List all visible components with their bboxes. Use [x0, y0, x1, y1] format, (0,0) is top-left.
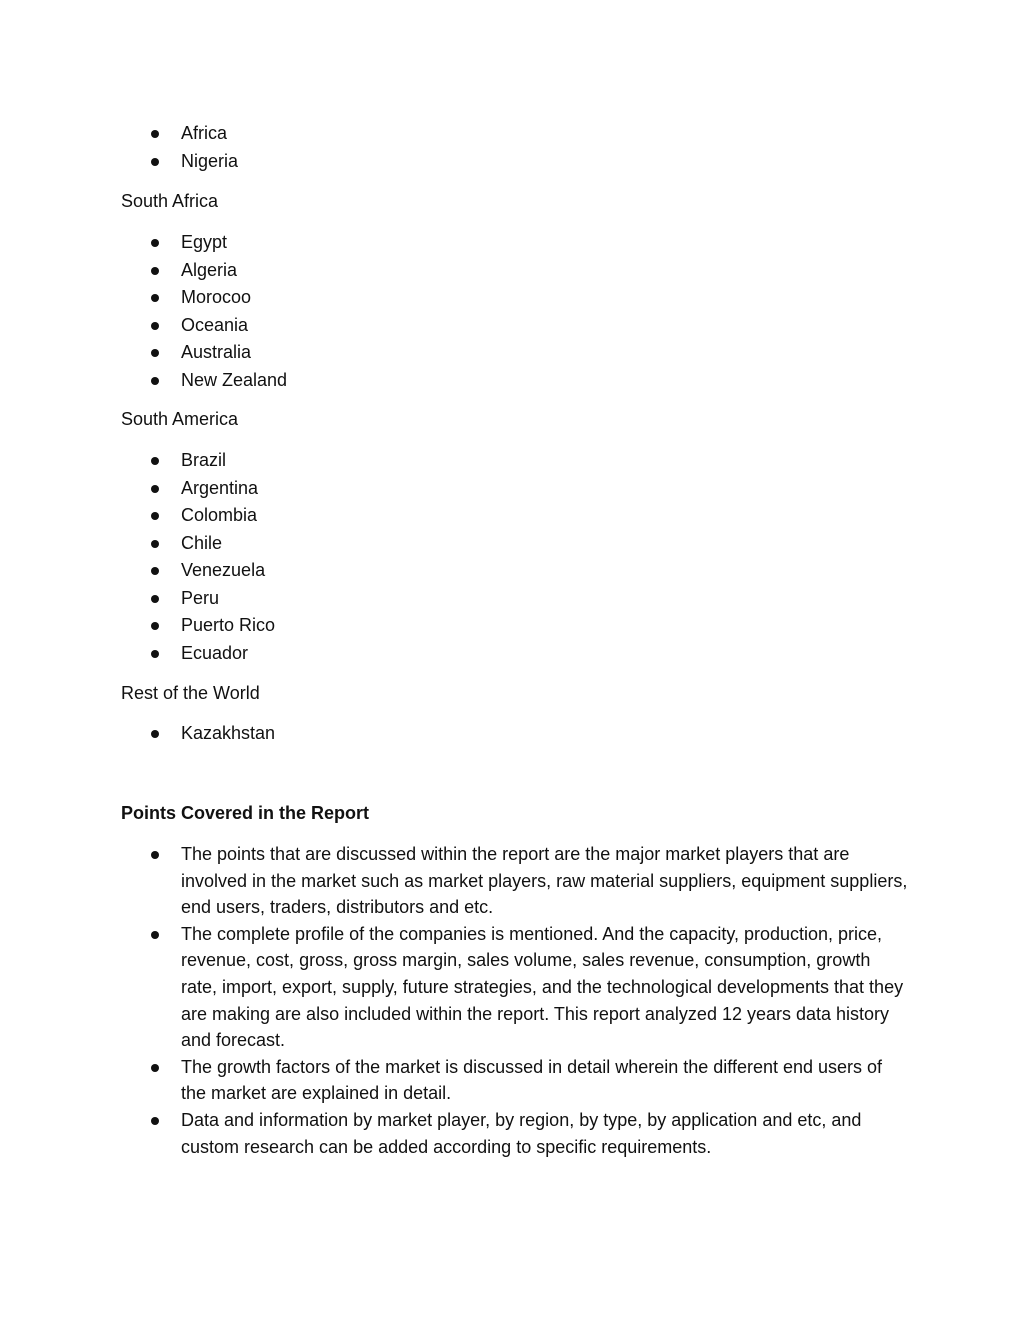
- list-item: [121, 720, 275, 748]
- bullet-icon: [151, 267, 159, 275]
- bullet-icon: [151, 130, 159, 138]
- list-item: [121, 530, 275, 558]
- list-item: [121, 339, 287, 367]
- bullet-icon: [151, 567, 159, 575]
- south-africa-list: [121, 229, 287, 394]
- point-text: The points that are discussed within the report are the major market players that are involved in the market such as market players, raw material suppliers, equipment suppliers, end users, traders, distributors and etc.: [181, 844, 908, 918]
- section-heading-rest-of-world: Rest of the World: [121, 683, 260, 703]
- list-item-label: New Zealand: [181, 369, 288, 390]
- list-item: [121, 447, 275, 475]
- bullet-icon: [151, 485, 159, 493]
- points-list: [121, 841, 911, 1160]
- bullet-icon: [151, 457, 159, 465]
- south-america-list: [121, 447, 275, 667]
- list-item-label: Algeria: [181, 259, 238, 280]
- list-item-label: Venezuela: [181, 560, 266, 580]
- bullet-icon: [151, 322, 159, 330]
- point-item: [121, 921, 911, 1054]
- list-item: [121, 312, 287, 340]
- list-item-label: Egypt: [181, 232, 228, 252]
- point-item: [121, 841, 911, 921]
- point-text: Data and information by market player, by region, by type, by application and etc, and custom research can be added according to specific requirements.: [181, 1109, 862, 1157]
- bullet-icon: [151, 622, 159, 630]
- bullet-icon: [151, 1117, 159, 1125]
- list-item-label: Australia: [181, 342, 252, 362]
- list-item: [121, 557, 275, 585]
- points-heading: Points Covered in the Report: [121, 803, 370, 823]
- bullet-icon: [151, 294, 159, 302]
- bullet-icon: [151, 540, 159, 548]
- list-item-label: Nigeria: [181, 150, 239, 171]
- bullet-icon: [151, 1064, 159, 1072]
- africa-list: [121, 120, 238, 175]
- list-item-label: Chile: [181, 532, 223, 553]
- list-item-label: Peru: [181, 587, 220, 608]
- bullet-icon: [151, 239, 159, 247]
- bullet-icon: [151, 377, 159, 385]
- list-item: [121, 148, 238, 176]
- list-item: [121, 367, 287, 395]
- list-item: [121, 475, 275, 503]
- list-item-label: Colombia: [181, 505, 258, 525]
- list-item-label: Oceania: [181, 314, 249, 335]
- bullet-icon: [151, 349, 159, 357]
- list-item-label: Puerto Rico: [181, 615, 276, 635]
- point-item: [121, 1107, 911, 1160]
- list-item: [121, 257, 287, 285]
- list-item: [121, 612, 275, 640]
- bullet-icon: [151, 931, 159, 939]
- list-item: [121, 640, 275, 668]
- bullet-icon: [151, 851, 159, 859]
- list-item-label: Argentina: [181, 477, 259, 498]
- list-item-label: Kazakhstan: [181, 723, 276, 743]
- bullet-icon: [151, 512, 159, 520]
- list-item: [121, 229, 287, 257]
- bullet-icon: [151, 650, 159, 658]
- bullet-icon: [151, 158, 159, 166]
- bullet-icon: [151, 730, 159, 738]
- list-item-label: Ecuador: [181, 642, 249, 663]
- point-item: [121, 1054, 911, 1107]
- list-item: [121, 120, 238, 148]
- list-item: [121, 502, 275, 530]
- list-item: [121, 585, 275, 613]
- bullet-icon: [151, 595, 159, 603]
- list-item-label: Brazil: [181, 450, 227, 470]
- list-item-label: Africa: [181, 123, 228, 143]
- list-item: [121, 284, 287, 312]
- point-text: The growth factors of the market is discussed in detail wherein the different end users of the market are explained in detail.: [181, 1056, 883, 1104]
- section-heading-south-africa: South Africa: [121, 191, 219, 211]
- section-heading-south-america: South America: [121, 409, 239, 429]
- list-item-label: Morocoo: [181, 287, 252, 307]
- rest-of-world-list: [121, 720, 275, 748]
- point-text: The complete profile of the companies is mentioned. And the capacity, production, price, revenue, cost, gross, gross margin, sales volume, sales revenue, consumption, growth rate, import, export, supply, future strategies, and the technological developments that they are making are also included within the report. This report analyzed 12 years data history and forecast.: [181, 923, 904, 1051]
